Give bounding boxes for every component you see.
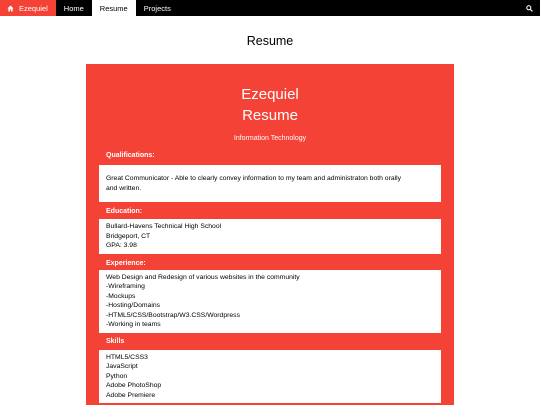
qualifications-box — [99, 165, 441, 202]
card-subtitle: Information Technology — [233, 135, 307, 142]
experience-line: Web Design and Redesign of various websites in the community — [106, 273, 300, 281]
resume-card — [86, 64, 454, 405]
qualifications-line: Great Communicator - Able to clearly convey information to my team and administraton both orally — [106, 175, 402, 182]
nav-item-resume[interactable] — [92, 0, 136, 16]
top-navbar — [0, 0, 540, 16]
search-icon — [526, 5, 533, 12]
nav-item-home-label: Home — [63, 3, 84, 13]
skills-line: Python — [106, 372, 128, 380]
page-title: Resume — [246, 34, 294, 48]
nav-brand-link[interactable] — [0, 0, 56, 16]
skills-box — [99, 350, 441, 404]
education-box — [99, 219, 441, 254]
nav-spacer — [179, 0, 519, 16]
nav-item-projects-label: Projects — [143, 3, 171, 13]
skills-line: Adobe Premiere — [106, 391, 156, 399]
skills-line: Adobe PhotoShop — [106, 382, 162, 389]
skills-line: HTML5/CSS3 — [106, 353, 148, 361]
qualifications-line: and written. — [106, 184, 142, 192]
experience-line: -HTML5/CSS/Bootstrap/W3.CSS/Wordpress — [106, 311, 240, 319]
skills-heading: Skills — [106, 337, 125, 345]
nav-item-resume-label: Resume — [99, 3, 128, 13]
nav-brand-label: Ezequiel — [19, 3, 48, 13]
education-heading: Education: — [106, 208, 143, 215]
experience-line: -Mockups — [106, 292, 136, 300]
nav-item-home[interactable] — [56, 0, 92, 16]
experience-line: -Hosting/Domains — [106, 302, 161, 309]
education-line: Bridgeport, CT — [106, 232, 151, 240]
experience-box — [99, 270, 441, 333]
card-name: Ezequiel — [241, 86, 299, 103]
home-icon — [7, 5, 14, 12]
skills-line: JavaScript — [106, 363, 138, 370]
experience-heading: Experience: — [106, 259, 146, 267]
qualifications-heading: Qualifications: — [106, 152, 155, 159]
nav-item-projects[interactable] — [136, 0, 179, 16]
experience-line: -Wireframing — [106, 283, 145, 290]
education-line: GPA: 3.98 — [106, 242, 137, 249]
experience-line: -Working in teams — [106, 321, 161, 328]
education-line: Bullard-Havens Technical High School — [106, 223, 222, 230]
card-heading: Resume — [242, 107, 298, 124]
nav-search-button[interactable] — [519, 0, 540, 16]
